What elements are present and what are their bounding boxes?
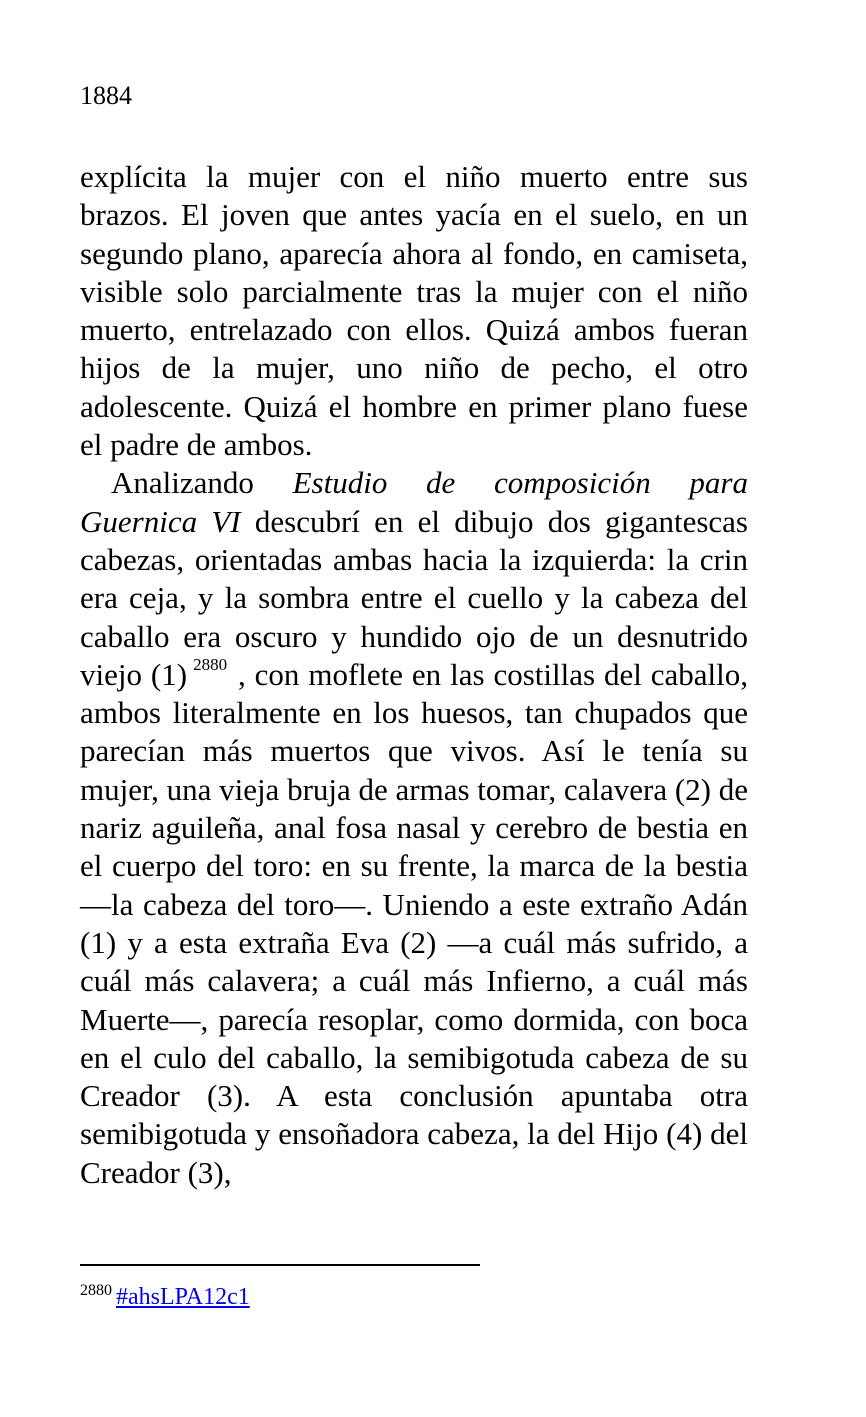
footnote [80, 1282, 250, 1312]
artwork-title: Estudio de composición para Guernica VI [80, 465, 748, 539]
paragraph-2-text-after-ref: , con moflete en las costillas del caballo, ambos literalmente en los huesos, tan chupados que parecían más muertos que vivos. Así le tenía su mujer, una vieja bruja de armas tomar, calavera (2) de nariz aguileña, anal fosa nasal y cerebro de bestia en el cuerpo del toro: en su frente, la marca de la bestia —la cabeza del toro—. Uniendo a este extraño Adán (1) y a esta extraña Eva (2) —a cuál más sufrido, a cuál más calavera; a cuál más Infierno, a cuál más Muerte—, parecía resoplar, como dormida, con boca en el culo del caballo, la semibigotuda cabeza de su Creador (3). A esta conclusión apuntaba otra semibigotuda y ensoñadora cabeza, la del Hijo (4) del Creador (3), [80, 656, 749, 1190]
paragraph-2-lead: Analizando [111, 465, 293, 501]
footnote-number: 2880 [80, 1282, 112, 1300]
paragraph-2 [80, 464, 748, 1192]
footnote-divider [80, 1264, 480, 1266]
footnote-link[interactable]: #ahsLPA12c1 [116, 1284, 250, 1310]
footnote-reference[interactable]: 2880 [193, 655, 228, 675]
body-text [80, 158, 748, 1192]
page-number: 1884 [80, 81, 132, 110]
paragraph-1: explícita la mujer con el niño muerto entre sus brazos. El joven que antes yacía en el suelo, en un segundo plano, aparecía ahora al fondo, en camiseta, visible solo parcialmente tras la mujer con el niño muerto, entrelazado con ellos. Quizá ambos fueran hijos de la mujer, uno niño de pecho, el otro adolescente. Quizá el hombre en primer plano fuese el padre de ambos. [80, 159, 748, 463]
paragraph-2-text-before-ref: descubrí en el dibujo dos gigantescas cabezas, orientadas ambas hacia la izquierda: la crin era ceja, y la sombra entre el cuello y la cabeza del caballo era oscuro y hundido ojo de un desnutrido viejo (1) [80, 503, 748, 692]
